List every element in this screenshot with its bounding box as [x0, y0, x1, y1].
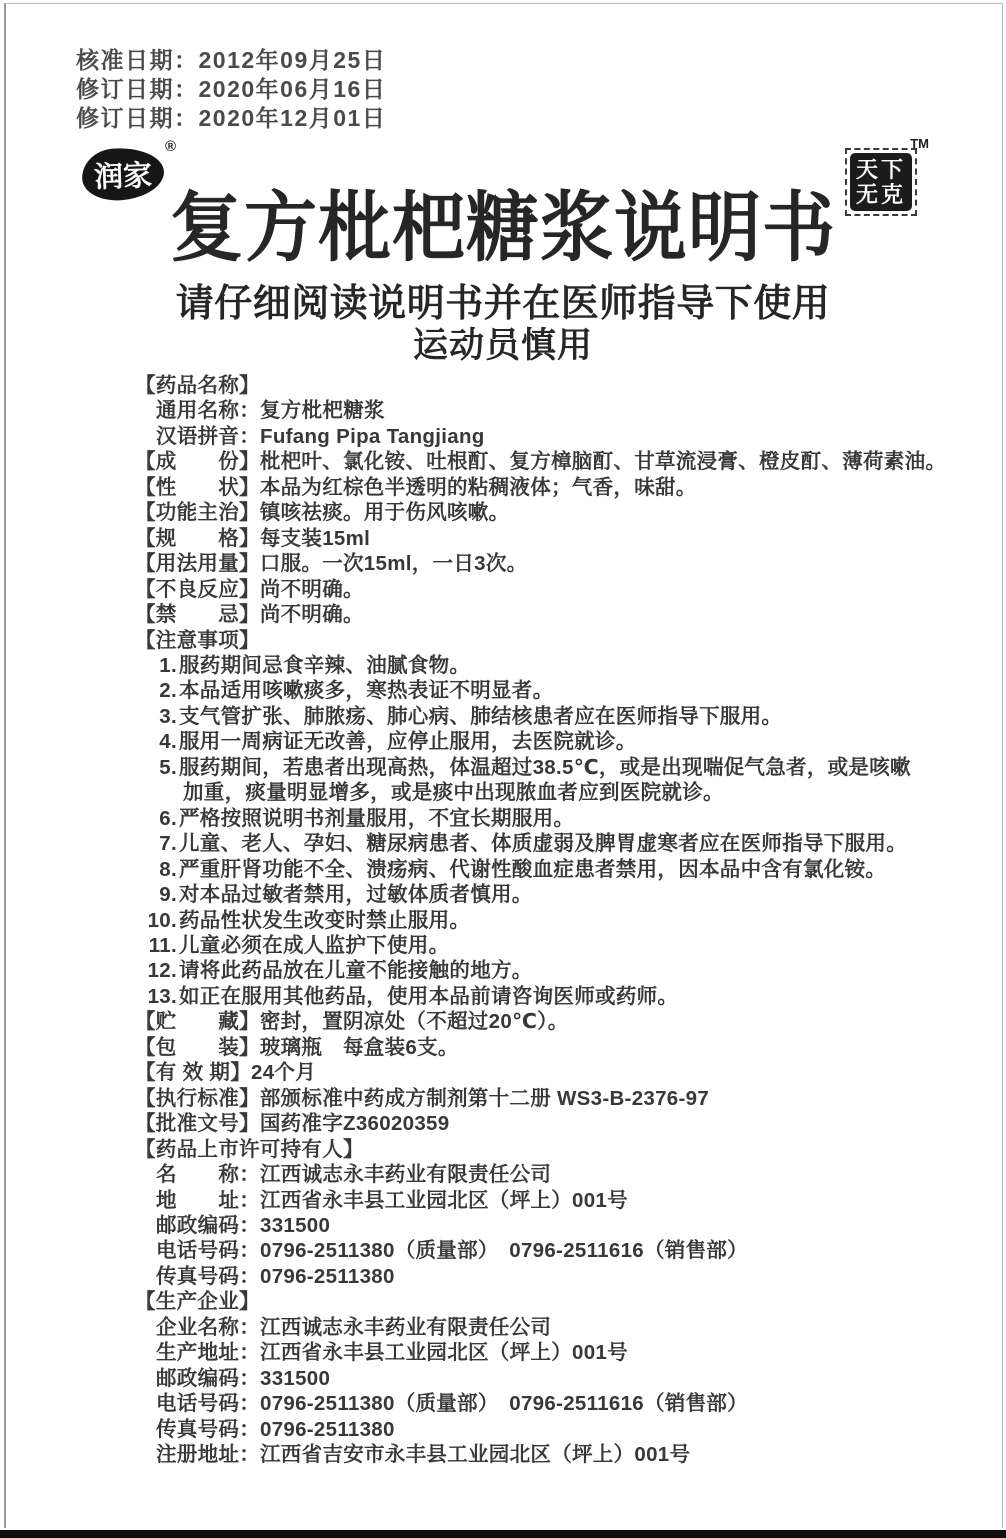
read-instruction-subtitle: 请仔细阅读说明书并在医师指导下使用	[175, 283, 831, 325]
field-indications: 【功能主治】镇咳祛痰。用于伤风咳嗽。	[135, 501, 510, 525]
athlete-warning: 运动员慎用	[412, 326, 593, 365]
field-mfr-registered-address: 注册地址：江西省吉安市永丰县工业园北区（坪上）001号	[156, 1443, 691, 1467]
field-description: 【性 状】本品为红棕色半透明的粘稠液体；气香，味甜。	[135, 475, 697, 499]
field-generic-name: 通用名称：复方枇杷糖浆	[156, 399, 385, 423]
field-pinyin-name: 汉语拼音：Fufang Pipa Tangjiang	[156, 424, 485, 448]
section-title-precautions: 【注意事项】	[135, 628, 260, 652]
field-contraindications: 【禁 忌】尚不明确。	[135, 603, 364, 627]
note-item-5: 5. 服药期间，若患者出现高热，体温超过38.5℃，或是出现喘促气急者，或是咳嗽	[159, 755, 911, 779]
field-adverse-reactions: 【不良反应】尚不明确。	[135, 577, 364, 601]
insert-body	[135, 373, 950, 1467]
field-approval-number: 【批准文号】国药准字Z36020359	[135, 1112, 450, 1136]
field-holder-name: 名 称：江西诚志永丰药业有限责任公司	[156, 1163, 552, 1187]
field-ingredients: 【成 份】枇杷叶、氯化铵、吐根酊、复方樟脑酊、甘草流浸膏、橙皮酊、薄荷素油。	[135, 450, 947, 474]
field-holder-postcode: 邮政编码：331500	[156, 1213, 331, 1237]
approval-date-label: 核准日期：	[76, 47, 199, 73]
approval-date-row	[76, 46, 386, 75]
page-title: 复方枇杷糖浆说明书	[170, 186, 836, 271]
note-item-7: 7. 儿童、老人、孕妇、糖尿病患者、体质虚弱及脾胃虚寒者应在医师指导下服用。	[159, 832, 907, 856]
field-packaging: 【包 装】玻璃瓶 每盒装6支。	[135, 1035, 459, 1059]
note-item-9: 9. 对本品过敏者禁用，过敏体质者慎用。	[159, 883, 533, 907]
note-item-1: 1. 服药期间忌食辛辣、油腻食物。	[159, 653, 471, 677]
seal-row2: 无克	[855, 182, 906, 207]
revision-date-row	[76, 75, 386, 104]
trademark-mark: TM	[910, 136, 929, 151]
logo-text: 润家	[93, 159, 153, 194]
field-shelf-life: 【有 效 期】24个月	[135, 1061, 317, 1085]
field-holder-fax: 传真号码：0796-2511380	[156, 1264, 395, 1288]
registered-mark: ®	[164, 138, 176, 155]
field-standard: 【执行标准】部颁标准中药成方制剂第十二册 WS3-B-2376-97	[135, 1086, 710, 1110]
seal-row1: 天下	[855, 157, 906, 182]
field-mfr-phone: 电话号码：0796-2511380（质量部） 0796-2511616（销售部）	[156, 1392, 748, 1416]
field-specification: 【规 格】每支装15ml	[135, 526, 371, 550]
section-title-license-holder: 【药品上市许可持有人】	[135, 1137, 364, 1161]
revision-date-value: 2020年12月01日	[198, 105, 387, 131]
field-dosage: 【用法用量】口服。一次15ml，一日3次。	[135, 552, 528, 576]
note-item-12: 12. 请将此药品放在儿童不能接触的地方。	[147, 959, 533, 983]
revision-date-row	[76, 104, 386, 133]
note-item-3: 3. 支气管扩张、肺脓疡、肺心病、肺结核患者应在医师指导下服用。	[159, 704, 783, 728]
field-mfr-name: 企业名称：江西诚志永丰药业有限责任公司	[156, 1315, 552, 1339]
revision-date-value: 2020年06月16日	[198, 76, 387, 102]
revision-date-label: 修订日期：	[76, 105, 199, 131]
approval-dates	[76, 46, 386, 133]
note-item-4: 4. 服用一周病证无改善，应停止服用，去医院就诊。	[159, 730, 637, 754]
field-mfr-postcode: 邮政编码：331500	[156, 1366, 331, 1390]
section-title-drug-name: 【药品名称】	[135, 374, 260, 397]
note-item-13: 13. 如正在服用其他药品，使用本品前请咨询医师或药师。	[147, 984, 679, 1008]
approval-date-value: 2012年09月25日	[198, 47, 387, 73]
revision-date-label: 修订日期：	[76, 76, 199, 102]
note-item-5-continuation: 加重，痰量明显增多，或是痰中出现脓血者应到医院就诊。	[183, 781, 724, 805]
field-storage: 【贮 藏】密封，置阴凉处（不超过20℃）。	[135, 1010, 569, 1034]
note-item-11: 11. 儿童必须在成人监护下使用。	[148, 933, 450, 957]
note-item-6: 6. 严格按照说明书剂量服用，不宜长期服用。	[159, 806, 575, 830]
note-item-2: 2. 本品适用咳嗽痰多，寒热表证不明显者。	[159, 679, 554, 703]
note-item-10: 10. 药品性状发生改变时禁止服用。	[147, 908, 471, 932]
scan-bottom-edge	[0, 1530, 1006, 1538]
field-holder-phone: 电话号码：0796-2511380（质量部） 0796-2511616（销售部）	[156, 1239, 748, 1263]
field-mfr-address: 生产地址：江西省永丰县工业园北区（坪上）001号	[156, 1341, 628, 1365]
section-title-manufacturer: 【生产企业】	[135, 1290, 260, 1314]
field-mfr-fax: 传真号码：0796-2511380	[156, 1417, 395, 1441]
field-holder-address: 地 址：江西省永丰县工业园北区（坪上）001号	[156, 1188, 628, 1212]
note-item-8: 8. 严重肝肾功能不全、溃疡病、代谢性酸血症患者禁用，因本品中含有氯化铵。	[159, 857, 887, 881]
